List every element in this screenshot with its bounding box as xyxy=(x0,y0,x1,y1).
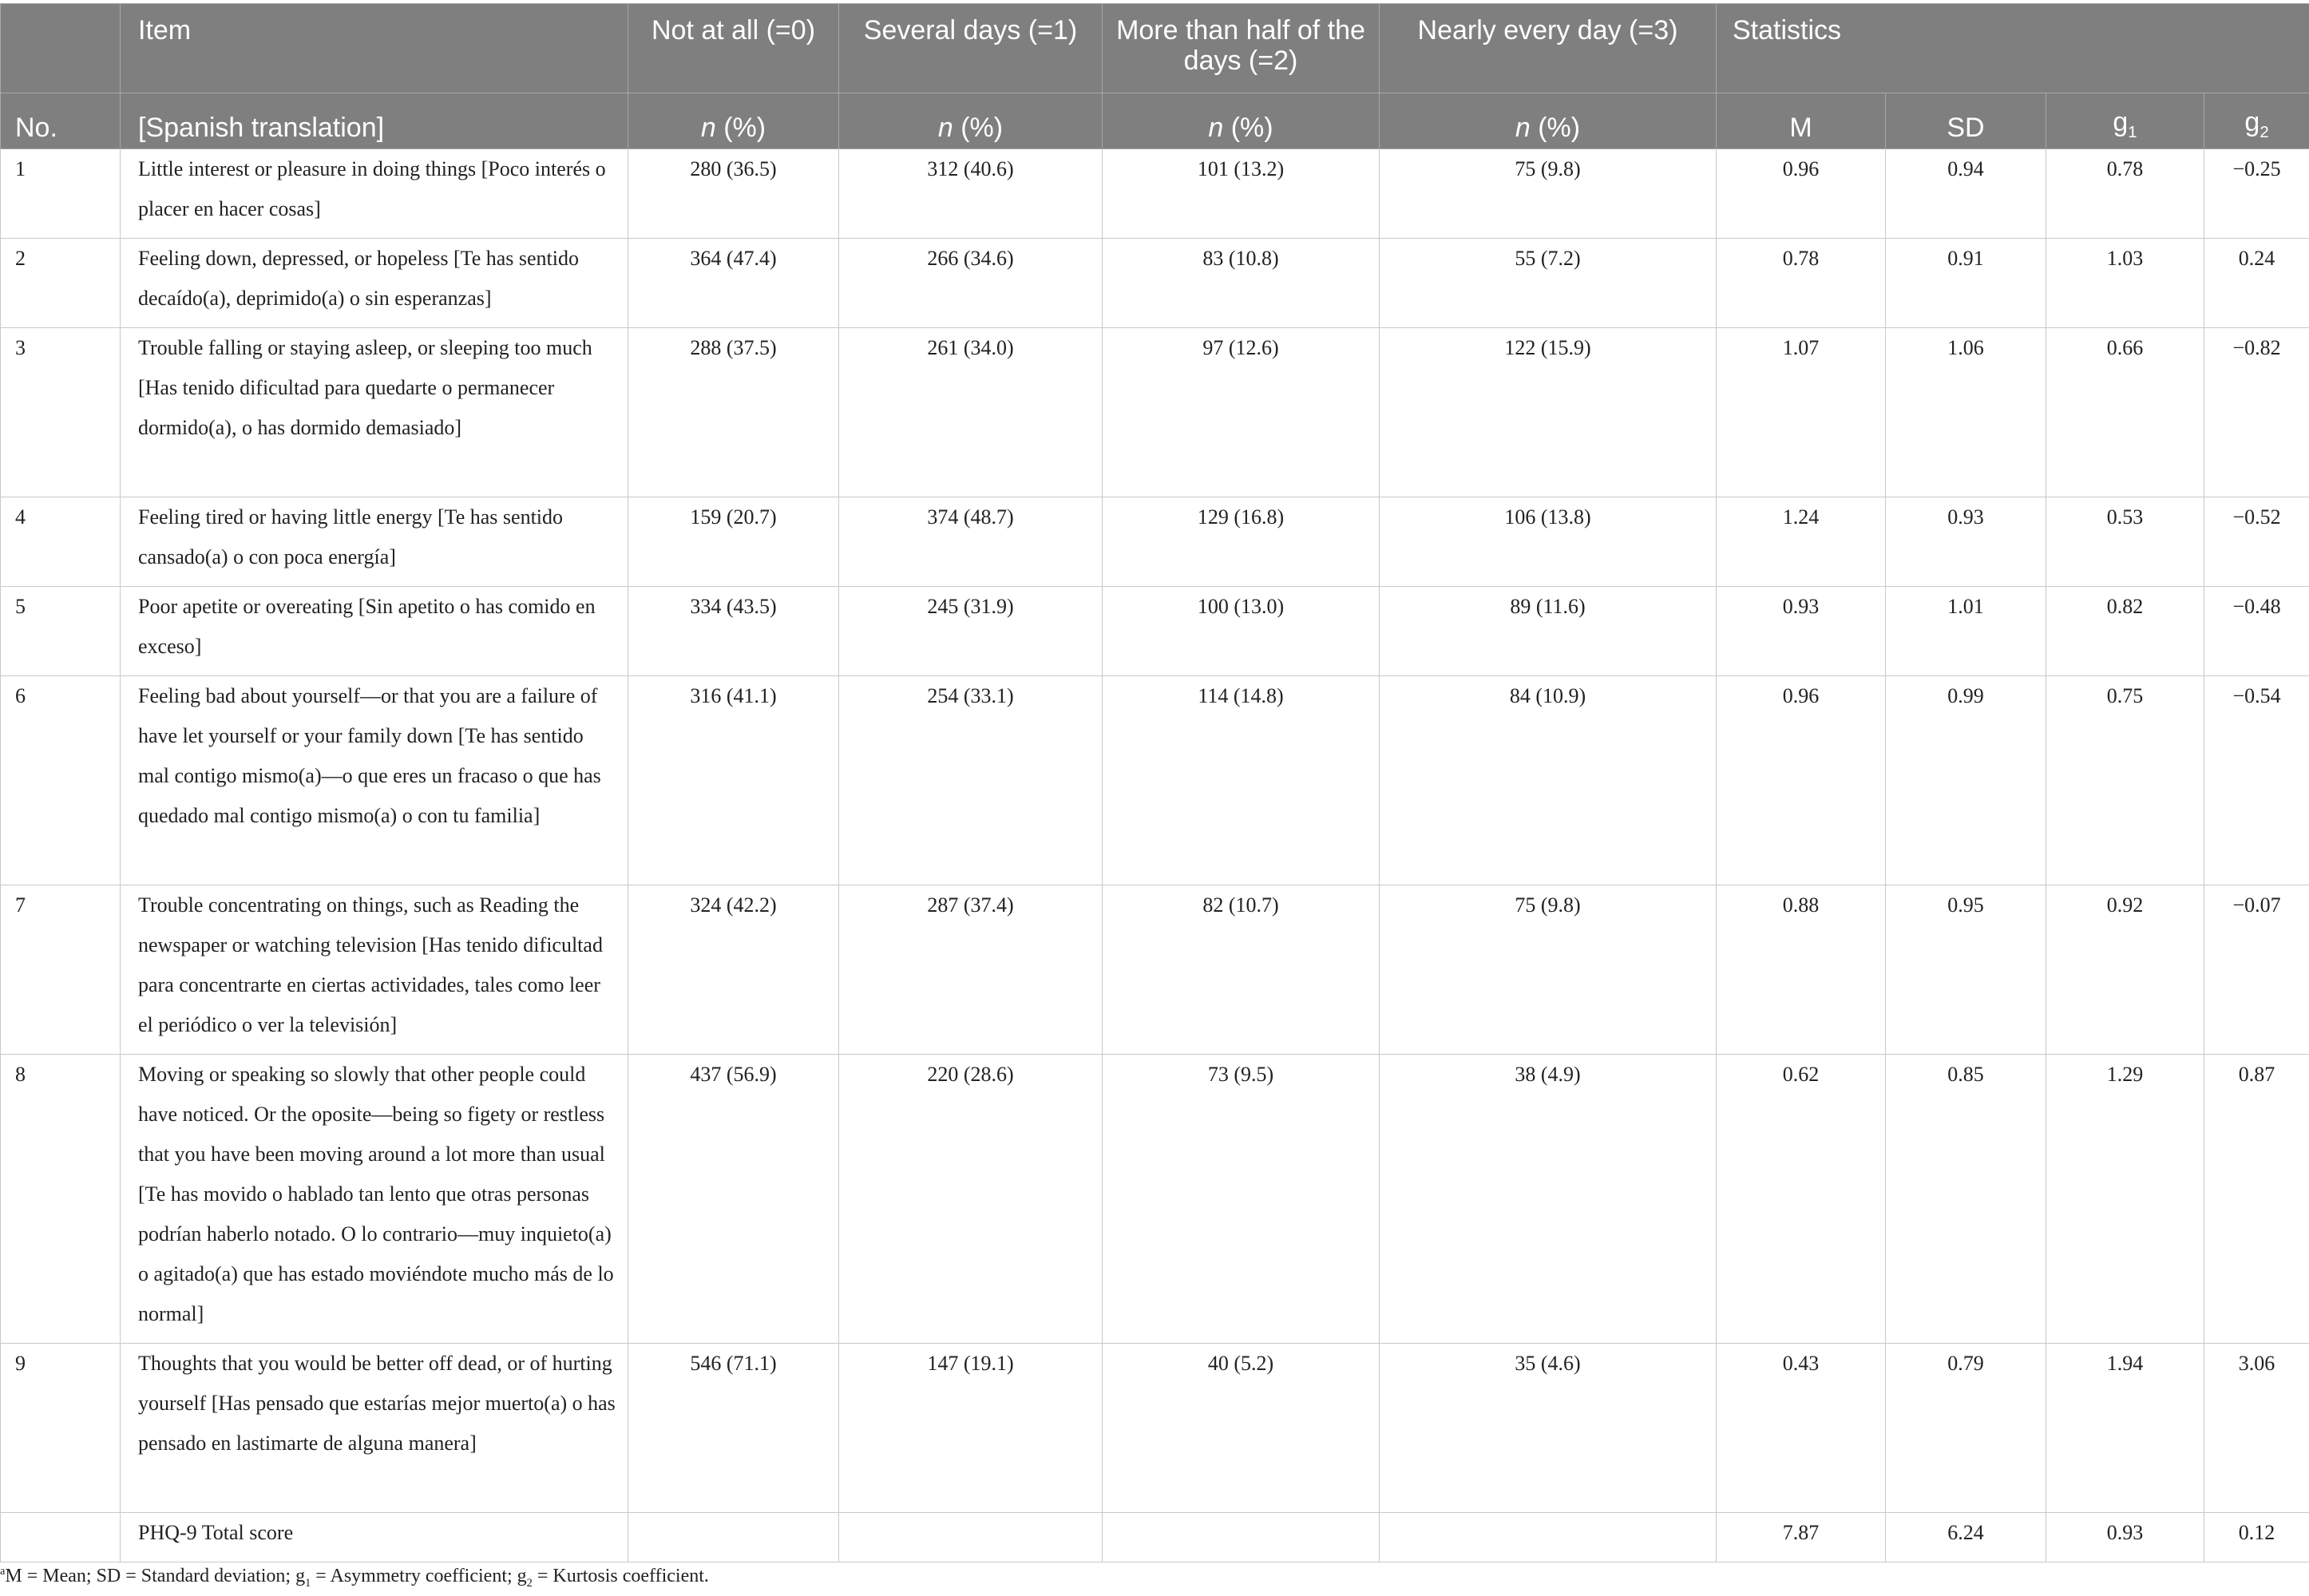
cell-no: 5 xyxy=(1,587,121,676)
g1-sub: 1 xyxy=(2128,123,2137,141)
cell-g1: 0.78 xyxy=(2046,149,2204,239)
cell-mean: 0.62 xyxy=(1717,1055,1886,1344)
g1-base: g xyxy=(2113,107,2129,138)
cell-no: 9 xyxy=(1,1344,121,1513)
cell-item: Trouble concentrating on things, such as Reading the newspaper or watching television [Has tenido dificultad para concentrarte en ciertas actividades, tales como leer el periódico o ver la televisión] xyxy=(121,885,628,1055)
header-m: M xyxy=(1717,93,1886,149)
cell-g2: 0.24 xyxy=(2204,239,2309,328)
cell-sd: 6.24 xyxy=(1886,1513,2046,1562)
cell-no: 6 xyxy=(1,676,121,885)
cell-more-than-half: 82 (10.7) xyxy=(1103,885,1380,1055)
cell-not-at-all: 437 (56.9) xyxy=(628,1055,839,1344)
cell-mean: 0.43 xyxy=(1717,1344,1886,1513)
cell-g2: −0.52 xyxy=(2204,497,2309,587)
cell-sd: 0.93 xyxy=(1886,497,2046,587)
pct-label: (%) xyxy=(723,112,766,143)
cell-g2: −0.54 xyxy=(2204,676,2309,885)
g2-base: g xyxy=(2244,107,2260,138)
cell-no: 4 xyxy=(1,497,121,587)
cell-g1: 1.29 xyxy=(2046,1055,2204,1344)
cell-mean: 0.78 xyxy=(1717,239,1886,328)
cell-several-days xyxy=(839,1513,1103,1562)
cell-not-at-all: 316 (41.1) xyxy=(628,676,839,885)
cell-g1: 0.75 xyxy=(2046,676,2204,885)
cell-nearly-every-day: 84 (10.9) xyxy=(1380,676,1717,885)
cell-g2: 0.12 xyxy=(2204,1513,2309,1562)
header-no-blank xyxy=(1,4,121,93)
cell-more-than-half: 114 (14.8) xyxy=(1103,676,1380,885)
cell-several-days: 220 (28.6) xyxy=(839,1055,1103,1344)
header-nearly-every-day: Nearly every day (=3) xyxy=(1380,4,1717,93)
cell-item: Feeling down, depressed, or hopeless [Te has sentido decaído(a), deprimido(a) o sin esperanzas] xyxy=(121,239,628,328)
cell-sd: 0.85 xyxy=(1886,1055,2046,1344)
phq9-table xyxy=(0,3,2309,1562)
cell-mean: 0.96 xyxy=(1717,149,1886,239)
header-g1 xyxy=(2046,93,2204,149)
footnote-marker: a xyxy=(0,1565,6,1578)
cell-g2: −0.48 xyxy=(2204,587,2309,676)
table-row xyxy=(1,676,2309,885)
header-item: Item xyxy=(121,4,628,93)
cell-item: Trouble falling or staying asleep, or sleeping too much [Has tenido dificultad para quedarte o permanecer dormido(a), o has dormido demasiado] xyxy=(121,328,628,497)
cell-nearly-every-day: 35 (4.6) xyxy=(1380,1344,1717,1513)
cell-item: Feeling tired or having little energy [Te has sentido cansado(a) o con poca energía] xyxy=(121,497,628,587)
cell-mean: 7.87 xyxy=(1717,1513,1886,1562)
cell-not-at-all: 546 (71.1) xyxy=(628,1344,839,1513)
cell-g1: 0.93 xyxy=(2046,1513,2204,1562)
cell-more-than-half: 73 (9.5) xyxy=(1103,1055,1380,1344)
cell-no: 8 xyxy=(1,1055,121,1344)
cell-no: 1 xyxy=(1,149,121,239)
cell-more-than-half: 97 (12.6) xyxy=(1103,328,1380,497)
header-row-1 xyxy=(1,4,2309,93)
cell-nearly-every-day: 75 (9.8) xyxy=(1380,149,1717,239)
cell-g2: 3.06 xyxy=(2204,1344,2309,1513)
cell-several-days: 147 (19.1) xyxy=(839,1344,1103,1513)
header-not-at-all: Not at all (=0) xyxy=(628,4,839,93)
cell-g1: 1.03 xyxy=(2046,239,2204,328)
cell-several-days: 287 (37.4) xyxy=(839,885,1103,1055)
n-label: n xyxy=(700,112,716,143)
cell-nearly-every-day: 38 (4.9) xyxy=(1380,1055,1717,1344)
table-row xyxy=(1,885,2309,1055)
cell-more-than-half: 129 (16.8) xyxy=(1103,497,1380,587)
cell-more-than-half: 100 (13.0) xyxy=(1103,587,1380,676)
cell-more-than-half: 83 (10.8) xyxy=(1103,239,1380,328)
cell-no: 3 xyxy=(1,328,121,497)
cell-sd: 0.94 xyxy=(1886,149,2046,239)
cell-not-at-all: 159 (20.7) xyxy=(628,497,839,587)
cell-no xyxy=(1,1513,121,1562)
pct-label: (%) xyxy=(1538,112,1581,143)
cell-not-at-all: 280 (36.5) xyxy=(628,149,839,239)
footnote-text-1: M = Mean; SD = Standard deviation; g xyxy=(5,1566,306,1586)
footnote-text-3: = Kurtosis coefficient. xyxy=(532,1566,709,1586)
header-n-pct-3 xyxy=(1380,93,1717,149)
header-n-pct-0 xyxy=(628,93,839,149)
cell-sd: 1.01 xyxy=(1886,587,2046,676)
n-label: n xyxy=(1208,112,1224,143)
cell-nearly-every-day: 55 (7.2) xyxy=(1380,239,1717,328)
cell-g2: −0.82 xyxy=(2204,328,2309,497)
header-n-pct-1 xyxy=(839,93,1103,149)
cell-no: 2 xyxy=(1,239,121,328)
table-row xyxy=(1,587,2309,676)
cell-mean: 0.88 xyxy=(1717,885,1886,1055)
cell-g1: 0.92 xyxy=(2046,885,2204,1055)
header-row-2 xyxy=(1,93,2309,149)
cell-item: PHQ-9 Total score xyxy=(121,1513,628,1562)
cell-mean: 0.96 xyxy=(1717,676,1886,885)
cell-mean: 0.93 xyxy=(1717,587,1886,676)
cell-g2: 0.87 xyxy=(2204,1055,2309,1344)
cell-not-at-all xyxy=(628,1513,839,1562)
cell-several-days: 266 (34.6) xyxy=(839,239,1103,328)
cell-more-than-half: 40 (5.2) xyxy=(1103,1344,1380,1513)
header-spanish: [Spanish translation] xyxy=(121,93,628,149)
cell-mean: 1.07 xyxy=(1717,328,1886,497)
cell-nearly-every-day: 75 (9.8) xyxy=(1380,885,1717,1055)
cell-not-at-all: 324 (42.2) xyxy=(628,885,839,1055)
cell-more-than-half: 101 (13.2) xyxy=(1103,149,1380,239)
g2-sub: 2 xyxy=(2259,123,2269,141)
cell-no: 7 xyxy=(1,885,121,1055)
cell-g1: 0.82 xyxy=(2046,587,2204,676)
header-g2 xyxy=(2204,93,2309,149)
header-more-than-half: More than half of the days (=2) xyxy=(1103,4,1380,93)
cell-several-days: 312 (40.6) xyxy=(839,149,1103,239)
pct-label: (%) xyxy=(1230,112,1273,143)
cell-item: Poor apetite or overeating [Sin apetito o has comido en exceso] xyxy=(121,587,628,676)
cell-mean: 1.24 xyxy=(1717,497,1886,587)
header-n-pct-2 xyxy=(1103,93,1380,149)
cell-several-days: 254 (33.1) xyxy=(839,676,1103,885)
footnote-g2-sub: 2 xyxy=(526,1576,533,1590)
footnote-g1-sub: 1 xyxy=(305,1576,311,1590)
footnote-text-2: = Asymmetry coefficient; g xyxy=(311,1566,527,1586)
table-row xyxy=(1,239,2309,328)
cell-sd: 0.79 xyxy=(1886,1344,2046,1513)
cell-g1: 1.94 xyxy=(2046,1344,2204,1513)
cell-item: Feeling bad about yourself—or that you are a failure of have let yourself or your family down [Te has sentido mal contigo mismo(a)—o que eres un fracaso o que has quedado mal contigo mismo(a) o con tu familia] xyxy=(121,676,628,885)
table-body xyxy=(1,149,2309,1562)
cell-g1: 0.66 xyxy=(2046,328,2204,497)
cell-several-days: 261 (34.0) xyxy=(839,328,1103,497)
pct-label: (%) xyxy=(960,112,1004,143)
cell-nearly-every-day: 89 (11.6) xyxy=(1380,587,1717,676)
table-row xyxy=(1,1513,2309,1562)
header-several-days: Several days (=1) xyxy=(839,4,1103,93)
n-label: n xyxy=(937,112,953,143)
cell-sd: 1.06 xyxy=(1886,328,2046,497)
cell-g1: 0.53 xyxy=(2046,497,2204,587)
table-footnote xyxy=(0,1565,709,1590)
header-no: No. xyxy=(1,93,121,149)
cell-nearly-every-day xyxy=(1380,1513,1717,1562)
n-label: n xyxy=(1515,112,1531,143)
cell-nearly-every-day: 106 (13.8) xyxy=(1380,497,1717,587)
cell-not-at-all: 334 (43.5) xyxy=(628,587,839,676)
table-row xyxy=(1,328,2309,497)
header-sd: SD xyxy=(1886,93,2046,149)
table-header xyxy=(1,4,2309,149)
cell-item: Little interest or pleasure in doing things [Poco interés o placer en hacer cosas] xyxy=(121,149,628,239)
cell-sd: 0.99 xyxy=(1886,676,2046,885)
cell-several-days: 374 (48.7) xyxy=(839,497,1103,587)
table-row xyxy=(1,1055,2309,1344)
cell-several-days: 245 (31.9) xyxy=(839,587,1103,676)
table-row xyxy=(1,497,2309,587)
table-row xyxy=(1,1344,2309,1513)
table-row xyxy=(1,149,2309,239)
cell-g2: −0.07 xyxy=(2204,885,2309,1055)
header-statistics: Statistics xyxy=(1717,4,2309,93)
cell-g2: −0.25 xyxy=(2204,149,2309,239)
cell-sd: 0.91 xyxy=(1886,239,2046,328)
cell-nearly-every-day: 122 (15.9) xyxy=(1380,328,1717,497)
cell-more-than-half xyxy=(1103,1513,1380,1562)
cell-not-at-all: 288 (37.5) xyxy=(628,328,839,497)
cell-sd: 0.95 xyxy=(1886,885,2046,1055)
cell-item: Thoughts that you would be better off dead, or of hurting yourself [Has pensado que estarías mejor muerto(a) o has pensado en lastimarte de alguna manera] xyxy=(121,1344,628,1513)
cell-not-at-all: 364 (47.4) xyxy=(628,239,839,328)
cell-item: Moving or speaking so slowly that other people could have noticed. Or the oposite—being so figety or restless that you have been moving around a lot more than usual [Te has movido o hablado tan lento que otras personas podrían haberlo notado. O lo contrario—muy inquieto(a) o agitado(a) que has estado moviéndote mucho más de lo normal] xyxy=(121,1055,628,1344)
